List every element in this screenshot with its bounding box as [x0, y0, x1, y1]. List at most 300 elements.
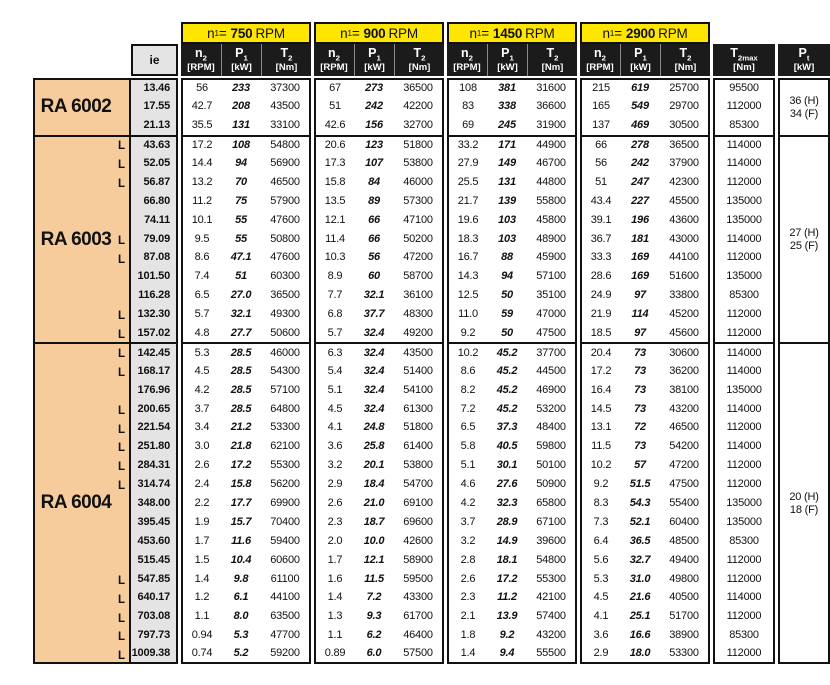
- cell-t2: 35100: [527, 286, 577, 305]
- cell-t2: 43500: [394, 342, 444, 361]
- cell-n2: 5.8: [447, 437, 487, 456]
- cell-p1: 17.7: [221, 494, 261, 513]
- cell-t2: 48400: [527, 418, 577, 437]
- cell-p1: 25.8: [354, 437, 394, 456]
- cell-t2: 43000: [660, 229, 710, 248]
- cell-n2: 5.1: [314, 380, 354, 399]
- cell-t2: 37900: [660, 154, 710, 173]
- cell-p1: 36.5: [620, 531, 660, 550]
- cell-t2: 53200: [527, 399, 577, 418]
- cell-n2: 6.3: [314, 342, 354, 361]
- cell-p1: 30.1: [487, 456, 527, 475]
- cell-n2: 3.4: [181, 418, 221, 437]
- col-header-n2: $n_2$ [RPM]: [447, 44, 487, 76]
- cell-n2: 12.5: [447, 286, 487, 305]
- cell-p1: 28.9: [487, 512, 527, 531]
- cell-p1: 32.4: [354, 361, 394, 380]
- cell-t2: 54100: [394, 380, 444, 399]
- l-marker: L: [117, 442, 125, 455]
- pt-value: 18 (F): [789, 503, 819, 516]
- cell-t2max: 112000: [713, 645, 775, 664]
- cell-p1: 18.1: [487, 550, 527, 569]
- l-marker: L: [117, 593, 125, 606]
- cell-t2: 47000: [527, 305, 577, 324]
- cell-p1: 5.3: [221, 626, 261, 645]
- cell-t2: 55400: [660, 494, 710, 513]
- cell-t2: 54300: [261, 361, 311, 380]
- cell-n2: 1.1: [314, 626, 354, 645]
- cell-p1: 11.5: [354, 569, 394, 588]
- cell-t2: 37700: [527, 342, 577, 361]
- cell-p1: 94: [487, 267, 527, 286]
- l-marker: L: [117, 650, 125, 663]
- cell-n2: 2.3: [314, 512, 354, 531]
- l-marker: L: [117, 631, 125, 644]
- ie-value: 176.96: [131, 380, 178, 399]
- cell-p1: 73: [620, 399, 660, 418]
- col-header-t2max: $T_{2max}$ [Nm]: [713, 44, 775, 76]
- cell-p1: 20.1: [354, 456, 394, 475]
- cell-t2: 42300: [660, 172, 710, 191]
- cell-t2: 47200: [394, 248, 444, 267]
- model-label: RA 6002: [40, 96, 112, 118]
- col-header-t2: $T_2$ [Nm]: [660, 44, 710, 76]
- ie-value: 221.54: [131, 418, 178, 437]
- cell-t2: 65800: [527, 494, 577, 513]
- cell-p1: 242: [354, 97, 394, 116]
- cell-n2: 16.7: [447, 248, 487, 267]
- speed-header-750: n 1 = 750 RPM: [181, 22, 311, 44]
- cell-p1: 18.4: [354, 475, 394, 494]
- cell-n2: 5.4: [314, 361, 354, 380]
- ie-value: 21.13: [131, 116, 178, 135]
- cell-n2: 4.1: [580, 607, 620, 626]
- cell-n2: 4.5: [580, 588, 620, 607]
- cell-n2: 5.6: [580, 550, 620, 569]
- pt-value: 27 (H): [789, 227, 819, 240]
- cell-n2: 1.7: [181, 531, 221, 550]
- cell-n2: 21.9: [580, 305, 620, 324]
- ie-value: 56.87: [131, 172, 178, 191]
- l-marker: L: [117, 423, 125, 436]
- model-cell-ra-6004: [33, 342, 131, 663]
- cell-n2: 215: [580, 78, 620, 97]
- ie-value: 17.55: [131, 97, 178, 116]
- cell-t2: 36500: [394, 78, 444, 97]
- cell-p1: 45.2: [487, 380, 527, 399]
- cell-n2: 10.2: [580, 456, 620, 475]
- cell-t2: 43600: [660, 210, 710, 229]
- cell-t2max: 135000: [713, 191, 775, 210]
- cell-t2max: 112000: [713, 324, 775, 343]
- cell-p1: 21.8: [221, 437, 261, 456]
- cell-t2max: 112000: [713, 418, 775, 437]
- cell-t2: 57100: [261, 380, 311, 399]
- pt-value: 34 (F): [789, 107, 819, 120]
- cell-t2: 46000: [261, 342, 311, 361]
- cell-t2: 48900: [527, 229, 577, 248]
- cell-n2: 19.6: [447, 210, 487, 229]
- cell-p1: 52.1: [620, 512, 660, 531]
- l-marker: L: [117, 574, 125, 587]
- model-label: RA 6003: [40, 228, 112, 250]
- cell-p1: 6.2: [354, 626, 394, 645]
- cell-t2: 49400: [660, 550, 710, 569]
- cell-p1: 227: [620, 191, 660, 210]
- cell-t2: 31600: [527, 78, 577, 97]
- col-header-p1: $P_1$ [kW]: [487, 44, 527, 76]
- cell-p1: 149: [487, 154, 527, 173]
- cell-p1: 66: [354, 229, 394, 248]
- cell-t2: 55300: [527, 569, 577, 588]
- cell-p1: 28.5: [221, 380, 261, 399]
- cell-p1: 51: [221, 267, 261, 286]
- cell-n2: 66: [580, 135, 620, 154]
- cell-t2: 54200: [660, 437, 710, 456]
- cell-p1: 25.1: [620, 607, 660, 626]
- pt-value: 25 (F): [789, 240, 819, 253]
- cell-p1: 60: [354, 267, 394, 286]
- cell-n2: 8.6: [181, 248, 221, 267]
- cell-t2: 49800: [660, 569, 710, 588]
- cell-p1: 50: [487, 324, 527, 343]
- cell-n2: 165: [580, 97, 620, 116]
- cell-p1: 37.7: [354, 305, 394, 324]
- cell-t2: 50900: [527, 475, 577, 494]
- l-marker: L: [117, 347, 125, 360]
- cell-t2: 49300: [261, 305, 311, 324]
- cell-p1: 32.4: [354, 399, 394, 418]
- cell-p1: 24.8: [354, 418, 394, 437]
- cell-p1: 208: [221, 97, 261, 116]
- ie-value: 453.60: [131, 531, 178, 550]
- cell-n2: 0.89: [314, 645, 354, 664]
- cell-n2: 7.3: [580, 512, 620, 531]
- cell-n2: 6.4: [580, 531, 620, 550]
- ie-value: 797.73: [131, 626, 178, 645]
- cell-t2: 45600: [660, 324, 710, 343]
- cell-p1: 17.2: [487, 569, 527, 588]
- cell-n2: 18.3: [447, 229, 487, 248]
- cell-n2: 1.9: [181, 512, 221, 531]
- cell-t2: 64800: [261, 399, 311, 418]
- cell-t2: 60300: [261, 267, 311, 286]
- pt-rating-ra-6002: [778, 78, 830, 135]
- cell-p1: 55: [221, 229, 261, 248]
- cell-p1: 27.0: [221, 286, 261, 305]
- cell-t2: 60400: [660, 512, 710, 531]
- cell-n2: 108: [447, 78, 487, 97]
- cell-p1: 66: [354, 210, 394, 229]
- cell-t2max: 114000: [713, 154, 775, 173]
- l-marker: L: [117, 234, 125, 247]
- cell-t2: 53300: [660, 645, 710, 664]
- cell-n2: 5.3: [181, 342, 221, 361]
- cell-p1: 21.2: [221, 418, 261, 437]
- cell-t2: 43200: [660, 399, 710, 418]
- cell-p1: 72: [620, 418, 660, 437]
- ie-value: 168.17: [131, 361, 178, 380]
- ie-value: 66.80: [131, 191, 178, 210]
- cell-t2: 62100: [261, 437, 311, 456]
- l-marker: L: [117, 404, 125, 417]
- cell-t2: 51800: [394, 418, 444, 437]
- cell-t2: 59500: [394, 569, 444, 588]
- cell-t2max: 114000: [713, 588, 775, 607]
- cell-t2: 57300: [394, 191, 444, 210]
- cell-n2: 2.8: [447, 550, 487, 569]
- cell-t2: 30500: [660, 116, 710, 135]
- cell-p1: 45.2: [487, 361, 527, 380]
- cell-t2: 50800: [261, 229, 311, 248]
- ie-value: 284.31: [131, 456, 178, 475]
- cell-p1: 103: [487, 210, 527, 229]
- cell-t2: 31900: [527, 116, 577, 135]
- cell-t2: 47600: [261, 248, 311, 267]
- cell-n2: 5.1: [447, 456, 487, 475]
- cell-p1: 56: [354, 248, 394, 267]
- cell-p1: 32.1: [221, 305, 261, 324]
- cell-t2: 67100: [527, 512, 577, 531]
- cell-n2: 13.2: [181, 172, 221, 191]
- cell-t2max: 114000: [713, 399, 775, 418]
- cell-t2max: 112000: [713, 569, 775, 588]
- cell-p1: 50: [487, 286, 527, 305]
- cell-p1: 54.3: [620, 494, 660, 513]
- cell-n2: 15.8: [314, 172, 354, 191]
- cell-t2: 58900: [394, 550, 444, 569]
- cell-t2: 69600: [394, 512, 444, 531]
- cell-n2: 69: [447, 116, 487, 135]
- ie-value: 1009.38: [131, 645, 178, 664]
- cell-t2: 46900: [527, 380, 577, 399]
- cell-p1: 32.3: [487, 494, 527, 513]
- cell-p1: 11.6: [221, 531, 261, 550]
- cell-t2: 59800: [527, 437, 577, 456]
- cell-t2: 58700: [394, 267, 444, 286]
- model-cell-ra-6002: [33, 78, 131, 135]
- ie-value: 52.05: [131, 154, 178, 173]
- cell-n2: 43.4: [580, 191, 620, 210]
- cell-p1: 6.0: [354, 645, 394, 664]
- cell-p1: 9.8: [221, 569, 261, 588]
- col-header-t2: $T_2$ [Nm]: [261, 44, 311, 76]
- cell-p1: 18.7: [354, 512, 394, 531]
- cell-p1: 171: [487, 135, 527, 154]
- cell-p1: 47.1: [221, 248, 261, 267]
- cell-t2: 42100: [527, 588, 577, 607]
- l-marker: L: [117, 612, 125, 625]
- cell-p1: 156: [354, 116, 394, 135]
- ie-value: 547.85: [131, 569, 178, 588]
- cell-p1: 73: [620, 361, 660, 380]
- col-header-t2: $T_2$ [Nm]: [527, 44, 577, 76]
- cell-t2: 57500: [394, 645, 444, 664]
- cell-n2: 11.4: [314, 229, 354, 248]
- cell-p1: 107: [354, 154, 394, 173]
- cell-t2: 33800: [660, 286, 710, 305]
- cell-n2: 36.7: [580, 229, 620, 248]
- cell-p1: 21.6: [620, 588, 660, 607]
- ie-value: 116.28: [131, 286, 178, 305]
- cell-t2: 50100: [527, 456, 577, 475]
- cell-t2: 60600: [261, 550, 311, 569]
- cell-t2: 51400: [394, 361, 444, 380]
- cell-n2: 20.6: [314, 135, 354, 154]
- cell-p1: 37.3: [487, 418, 527, 437]
- cell-t2max: 112000: [713, 607, 775, 626]
- cell-p1: 139: [487, 191, 527, 210]
- cell-n2: 1.4: [181, 569, 221, 588]
- cell-t2max: 112000: [713, 248, 775, 267]
- cell-t2: 36200: [660, 361, 710, 380]
- cell-n2: 2.9: [314, 475, 354, 494]
- cell-n2: 10.2: [447, 342, 487, 361]
- cell-n2: 21.7: [447, 191, 487, 210]
- ie-value: 640.17: [131, 588, 178, 607]
- cell-p1: 18.0: [620, 645, 660, 664]
- cell-n2: 1.3: [314, 607, 354, 626]
- cell-p1: 10.0: [354, 531, 394, 550]
- cell-n2: 1.1: [181, 607, 221, 626]
- cell-n2: 2.9: [580, 645, 620, 664]
- cell-t2: 36100: [394, 286, 444, 305]
- l-marker: L: [117, 159, 125, 171]
- cell-p1: 57: [620, 456, 660, 475]
- ie-value: 79.09: [131, 229, 178, 248]
- cell-p1: 381: [487, 78, 527, 97]
- col-header-t2: $T_2$ [Nm]: [394, 44, 444, 76]
- cell-t2max: 112000: [713, 456, 775, 475]
- cell-t2: 42200: [394, 97, 444, 116]
- cell-p1: 14.9: [487, 531, 527, 550]
- cell-t2: 70400: [261, 512, 311, 531]
- speed-header-2900: n 1 = 2900 RPM: [580, 22, 710, 44]
- cell-p1: 278: [620, 135, 660, 154]
- ie-value: 314.74: [131, 475, 178, 494]
- cell-n2: 9.2: [447, 324, 487, 343]
- cell-t2: 48300: [394, 305, 444, 324]
- cell-n2: 12.1: [314, 210, 354, 229]
- cell-t2max: 112000: [713, 172, 775, 191]
- ie-value: 157.02: [131, 324, 178, 343]
- cell-n2: 2.4: [181, 475, 221, 494]
- cell-t2: 36600: [527, 97, 577, 116]
- cell-p1: 28.5: [221, 342, 261, 361]
- ie-value: 132.30: [131, 305, 178, 324]
- cell-n2: 6.5: [447, 418, 487, 437]
- cell-p1: 32.4: [354, 342, 394, 361]
- cell-t2max: 135000: [713, 494, 775, 513]
- cell-t2: 47100: [394, 210, 444, 229]
- cell-n2: 7.2: [447, 399, 487, 418]
- cell-n2: 3.6: [314, 437, 354, 456]
- cell-n2: 5.3: [580, 569, 620, 588]
- cell-n2: 67: [314, 78, 354, 97]
- cell-t2: 55300: [261, 456, 311, 475]
- cell-n2: 6.5: [181, 286, 221, 305]
- cell-n2: 5.7: [314, 324, 354, 343]
- cell-p1: 469: [620, 116, 660, 135]
- cell-t2max: 114000: [713, 229, 775, 248]
- cell-t2: 55800: [527, 191, 577, 210]
- cell-t2: 56900: [261, 154, 311, 173]
- cell-n2: 4.5: [181, 361, 221, 380]
- cell-n2: 8.6: [447, 361, 487, 380]
- cell-t2: 59200: [261, 645, 311, 664]
- cell-p1: 15.8: [221, 475, 261, 494]
- cell-n2: 5.7: [181, 305, 221, 324]
- ie-value: 43.63: [131, 135, 178, 154]
- cell-n2: 3.7: [181, 399, 221, 418]
- cell-t2: 44500: [527, 361, 577, 380]
- cell-t2max: 112000: [713, 305, 775, 324]
- cell-p1: 619: [620, 78, 660, 97]
- cell-t2: 44800: [527, 172, 577, 191]
- cell-p1: 89: [354, 191, 394, 210]
- cell-n2: 1.6: [314, 569, 354, 588]
- cell-t2: 47200: [660, 456, 710, 475]
- cell-t2: 53800: [394, 154, 444, 173]
- cell-p1: 12.1: [354, 550, 394, 569]
- cell-n2: 51: [580, 172, 620, 191]
- cell-n2: 4.6: [447, 475, 487, 494]
- cell-p1: 28.5: [221, 399, 261, 418]
- cell-n2: 1.8: [447, 626, 487, 645]
- cell-t2: 39600: [527, 531, 577, 550]
- cell-t2: 46500: [660, 418, 710, 437]
- cell-p1: 45.2: [487, 399, 527, 418]
- cell-n2: 3.7: [447, 512, 487, 531]
- cell-t2: 55500: [527, 645, 577, 664]
- cell-t2: 46500: [261, 172, 311, 191]
- col-header-n2: $n_2$ [RPM]: [314, 44, 354, 76]
- cell-n2: 83: [447, 97, 487, 116]
- cell-p1: 181: [620, 229, 660, 248]
- cell-t2max: 85300: [713, 531, 775, 550]
- cell-t2: 38100: [660, 380, 710, 399]
- ie-value: 395.45: [131, 512, 178, 531]
- cell-t2: 50600: [261, 324, 311, 343]
- col-header-p1: $P_1$ [kW]: [620, 44, 660, 76]
- col-header-p1: $P_1$ [kW]: [221, 44, 261, 76]
- cell-p1: 169: [620, 248, 660, 267]
- cell-t2: 51600: [660, 267, 710, 286]
- cell-t2: 61400: [394, 437, 444, 456]
- cell-t2: 69900: [261, 494, 311, 513]
- cell-n2: 14.3: [447, 267, 487, 286]
- cell-t2: 33100: [261, 116, 311, 135]
- cell-t2: 25700: [660, 78, 710, 97]
- cell-t2: 54800: [261, 135, 311, 154]
- cell-t2max: 85300: [713, 286, 775, 305]
- cell-n2: 33.3: [580, 248, 620, 267]
- cell-p1: 196: [620, 210, 660, 229]
- col-header-pt: $P_t$ [kW]: [778, 44, 830, 76]
- cell-t2max: 112000: [713, 97, 775, 116]
- cell-n2: 11.5: [580, 437, 620, 456]
- cell-t2: 45500: [660, 191, 710, 210]
- cell-n2: 17.2: [580, 361, 620, 380]
- cell-t2: 47700: [261, 626, 311, 645]
- ie-value: 200.65: [131, 399, 178, 418]
- cell-n2: 33.2: [447, 135, 487, 154]
- cell-n2: 13.5: [314, 191, 354, 210]
- cell-p1: 59: [487, 305, 527, 324]
- cell-n2: 14.5: [580, 399, 620, 418]
- cell-t2: 42600: [394, 531, 444, 550]
- cell-n2: 9.5: [181, 229, 221, 248]
